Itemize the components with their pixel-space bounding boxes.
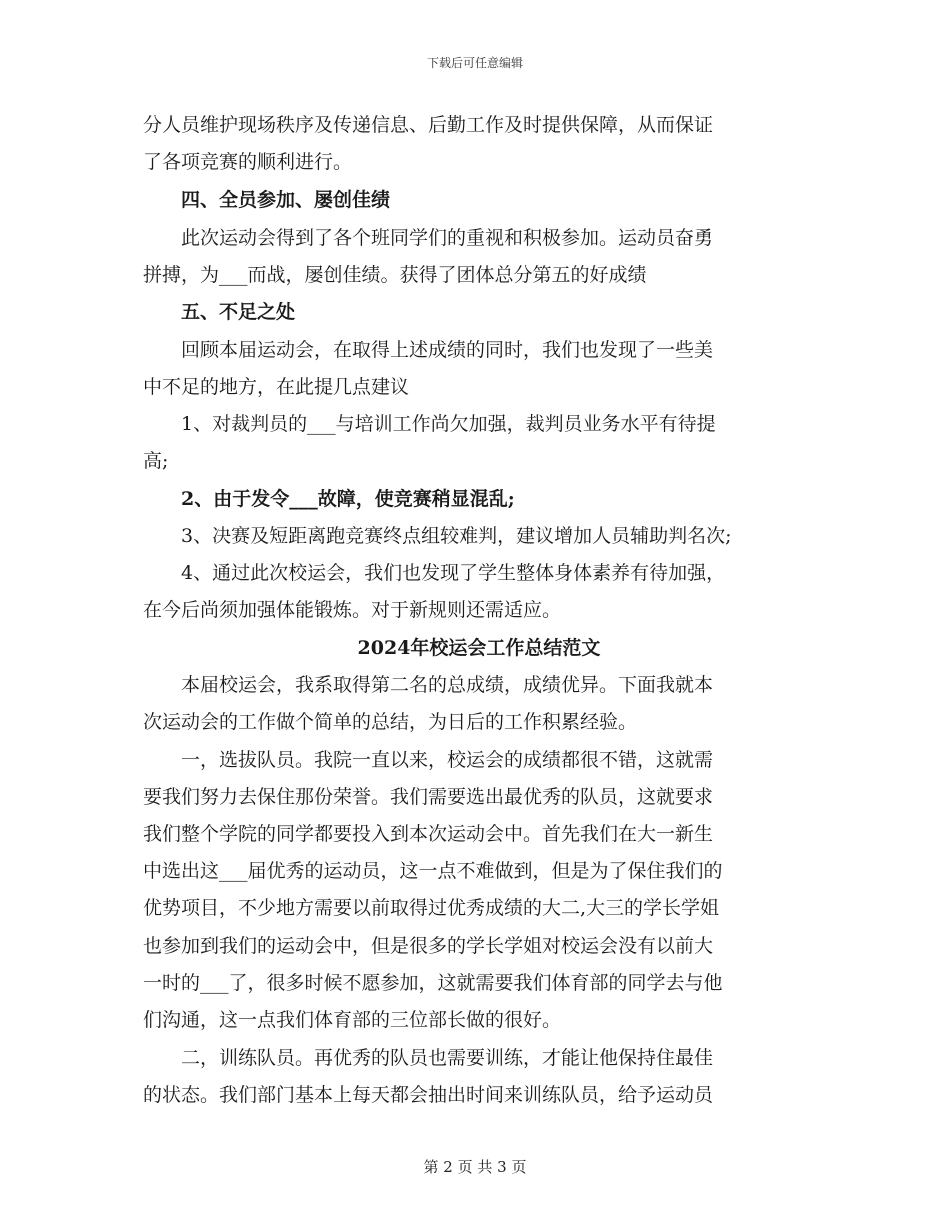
paragraph-line: 们沟通，这一点我们体育部的三位部长做的很好。 — [143, 1009, 562, 1031]
paragraph-line: 分人员维护现场秩序及传递信息、后勤工作及时提供保障，从而保证 — [143, 114, 714, 136]
paragraph-line: 此次运动会得到了各个班同学们的重视和积极参加。运动员奋勇 — [181, 227, 714, 249]
section-heading: 四、全员参加、屡创佳绩 — [181, 189, 391, 211]
paragraph-line: 也参加到我们的运动会中，但是很多的学长学姐对校运会没有以前大 — [143, 935, 714, 957]
paragraph-line: 一，选拔队员。我院一直以来，校运会的成绩都很不错，这就需 — [181, 749, 714, 771]
paragraph-line: 中不足的地方，在此提几点建议 — [143, 376, 410, 398]
paragraph-line: 优势项目，不少地方需要以前取得过优秀成绩的大二,大三的学长学姐 — [143, 897, 720, 919]
list-item: 2、由于发令___故障，使竞赛稍显混乱; — [181, 488, 515, 510]
page-footer: 第 2 页 共 3 页 — [423, 1158, 527, 1176]
paragraph-line: 我们整个学院的同学都要投入到本次运动会中。首先我们在大一新生 — [143, 823, 714, 845]
paragraph-line: 本届校运会，我系取得第二名的总成绩，成绩优异。下面我就本 — [181, 674, 714, 696]
paragraph-line: 的状态。我们部门基本上每天都会抽出时间来训练队员，给予运动员 — [143, 1084, 714, 1106]
paragraph-line: 了各项竞赛的顺利进行。 — [143, 151, 353, 173]
paragraph-line: 高; — [143, 450, 169, 472]
paragraph-line: 在今后尚须加强体能锻炼。对于新规则还需适应。 — [143, 599, 562, 621]
paragraph-line: 二，训练队员。再优秀的队员也需要训练，才能让他保持住最佳 — [181, 1047, 714, 1069]
page-header: 下载后可任意编辑 — [426, 56, 523, 70]
list-item: 3、决赛及短距离跑竞赛终点组较难判，建议增加人员辅助判名次; — [181, 525, 732, 547]
paragraph-line: 回顾本届运动会，在取得上述成绩的同时，我们也发现了一些美 — [181, 339, 714, 361]
paragraph-line: 要我们努力去保住那份荣誉。我们需要选出最优秀的队员，这就要求 — [143, 786, 714, 808]
paragraph-line: 一时的___了，很多时候不愿参加，这就需要我们体育部的同学去与他 — [143, 972, 723, 994]
paragraph-line: 中选出这___届优秀的运动员，这一点不难做到，但是为了保住我们的 — [143, 860, 723, 882]
paragraph-line: 次运动会的工作做个简单的总结，为日后的工作积累经验。 — [143, 711, 638, 733]
section-heading: 五、不足之处 — [181, 301, 296, 323]
list-item: 4、通过此次校运会，我们也发现了学生整体身体素养有待加强， — [181, 562, 726, 584]
document-title: 2024年校运会工作总结范文 — [357, 637, 601, 659]
paragraph-line: 拼搏，为___而战，屡创佳绩。获得了团体总分第五的好成绩 — [143, 264, 647, 286]
list-item: 1、对裁判员的___与培训工作尚欠加强，裁判员业务水平有待提 — [181, 413, 716, 435]
